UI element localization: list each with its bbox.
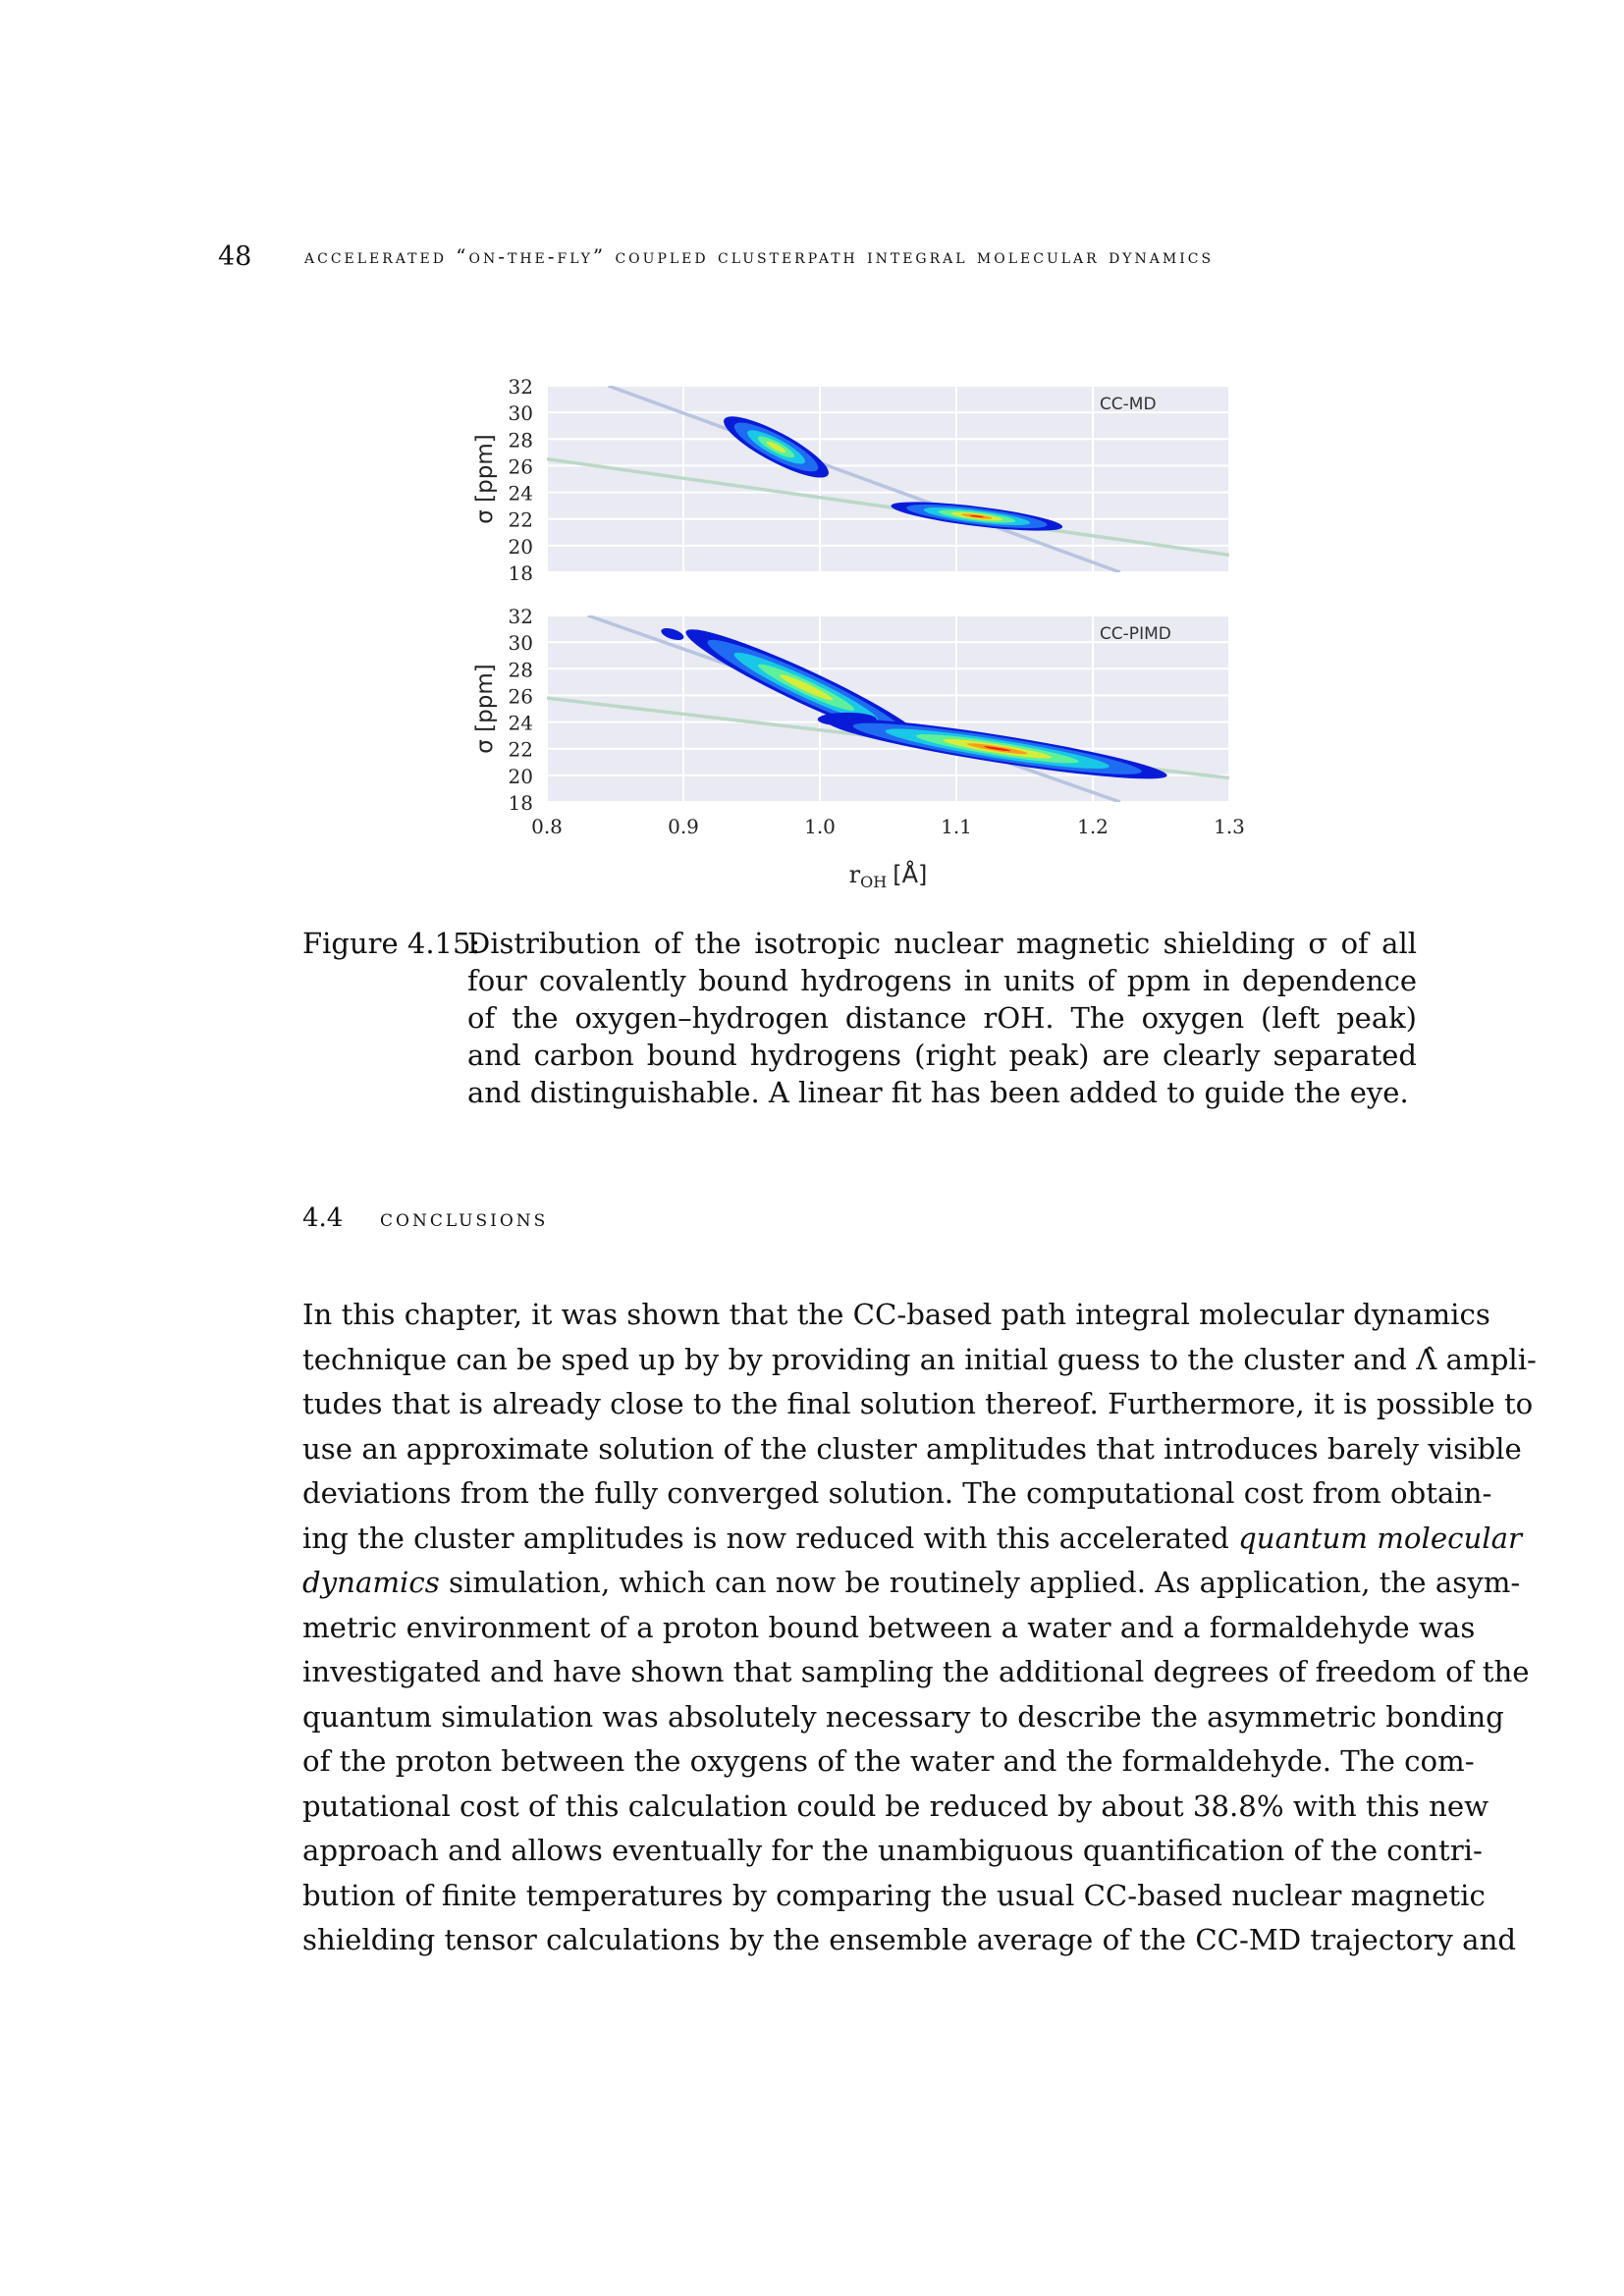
x-tick-label: 0.8 [531, 815, 563, 838]
y-tick-label: 20 [508, 534, 533, 559]
y-axis-label: σ [ppm] [472, 664, 498, 754]
y-tick-label: 22 [508, 737, 533, 762]
x-tick-label: 0.9 [668, 815, 699, 838]
body-line: tudes that is already close to the final solution thereof. Furthermore, it is possible to [302, 1387, 1534, 1420]
y-tick-label: 32 [508, 605, 533, 628]
y-tick-label: 30 [508, 631, 533, 656]
x-tick-label: 1.3 [1214, 815, 1245, 838]
body-paragraph [302, 1293, 1537, 1963]
body-line-text: simulation, which can now be routinely applied. As application, the asym- [449, 1566, 1521, 1599]
x-tick-label: 1.2 [1077, 815, 1109, 838]
caption-text: Distribution of the isotropic nuclear magnetic shielding σ of all four covalently bound hydrogens in units of ppm in dependence of the oxygen–hydrogen distance rOH. The oxygen (left peak) and carbon bound hydrogens (right peak) are clearly separated and distinguishable. A linear fit has been added to guide the eye. [467, 927, 1417, 1109]
body-line [302, 1517, 1522, 1562]
y-tick-label: 18 [508, 561, 533, 585]
y-tick-label: 24 [508, 481, 533, 506]
y-tick-label: 18 [508, 791, 533, 815]
body-line: of the proton between the oxygens of the water and the formaldehyde. The com- [302, 1744, 1475, 1778]
y-tick-label: 30 [508, 401, 533, 426]
y-tick-label: 26 [508, 454, 533, 479]
x-axis-label [849, 860, 928, 891]
body-line: use an approximate solution of the cluster amplitudes that introduces barely visible [302, 1431, 1522, 1466]
section-number: 4.4 [302, 1203, 344, 1233]
contour-figure [432, 368, 1257, 898]
section-heading [302, 1203, 548, 1233]
x-axis-unit: [Å] [893, 861, 928, 888]
x-axis-symbol: r [848, 861, 861, 888]
body-line: approach and allows eventually for the unambiguous quantification of the contri- [302, 1834, 1483, 1867]
body-line: investigated and have shown that sampling the additional degrees of freedom of the [302, 1655, 1530, 1688]
y-tick-label: 20 [508, 764, 533, 788]
figure [432, 368, 1257, 898]
y-tick-label: 28 [508, 428, 533, 453]
y-axis-label: σ [ppm] [472, 434, 498, 524]
emphasis: dynamics [302, 1566, 440, 1599]
caption-label: Figure 4.15: [302, 927, 481, 960]
body-line: bution of finite temperatures by comparing the usual CC-based nuclear magnetic [302, 1878, 1486, 1912]
y-tick-label: 22 [508, 507, 533, 532]
y-tick-label: 32 [508, 375, 533, 399]
body-line: shielding tensor calculations by the ensemble average of the CC-MD trajectory and [302, 1923, 1517, 1956]
x-tick-label: 1.1 [941, 815, 972, 838]
body-line: putational cost of this calculation could be reduced by about 38.8% with this new [302, 1789, 1489, 1823]
body-line: In this chapter, it was shown that the CC-based path integral molecular dynamics [302, 1298, 1490, 1331]
y-tick-label: 26 [508, 684, 533, 709]
body-line: metric environment of a proton bound between a water and a formaldehyde was [302, 1610, 1476, 1644]
body-line-text: ing the cluster amplitudes is now reduced with this accelerated [302, 1521, 1229, 1555]
panel-label: CC-PIMD [1099, 624, 1171, 644]
running-header [0, 241, 1624, 281]
body-line [302, 1561, 1521, 1606]
x-axis-subscript: OH [860, 873, 888, 891]
body-line: deviations from the fully converged solution. The computational cost from obtain- [302, 1476, 1492, 1510]
x-tick-label: 1.0 [804, 815, 836, 838]
figure-caption [302, 925, 1417, 1111]
page-number: 48 [218, 241, 252, 272]
panel-label: CC-MD [1099, 395, 1157, 414]
body-line: quantum simulation was absolutely necessary to describe the asymmetric bonding [302, 1699, 1504, 1734]
running-title: accelerated “on-the-fly” coupled clusterpath integral molecular dynamics [304, 244, 1215, 268]
body-line: technique can be sped up by by providing an initial guess to the cluster and Λ̂ ampli- [302, 1342, 1537, 1376]
section-title: conclusions [380, 1204, 549, 1232]
y-tick-label: 28 [508, 658, 533, 682]
emphasis: quantum molecular [1238, 1521, 1522, 1555]
y-tick-label: 24 [508, 711, 533, 735]
